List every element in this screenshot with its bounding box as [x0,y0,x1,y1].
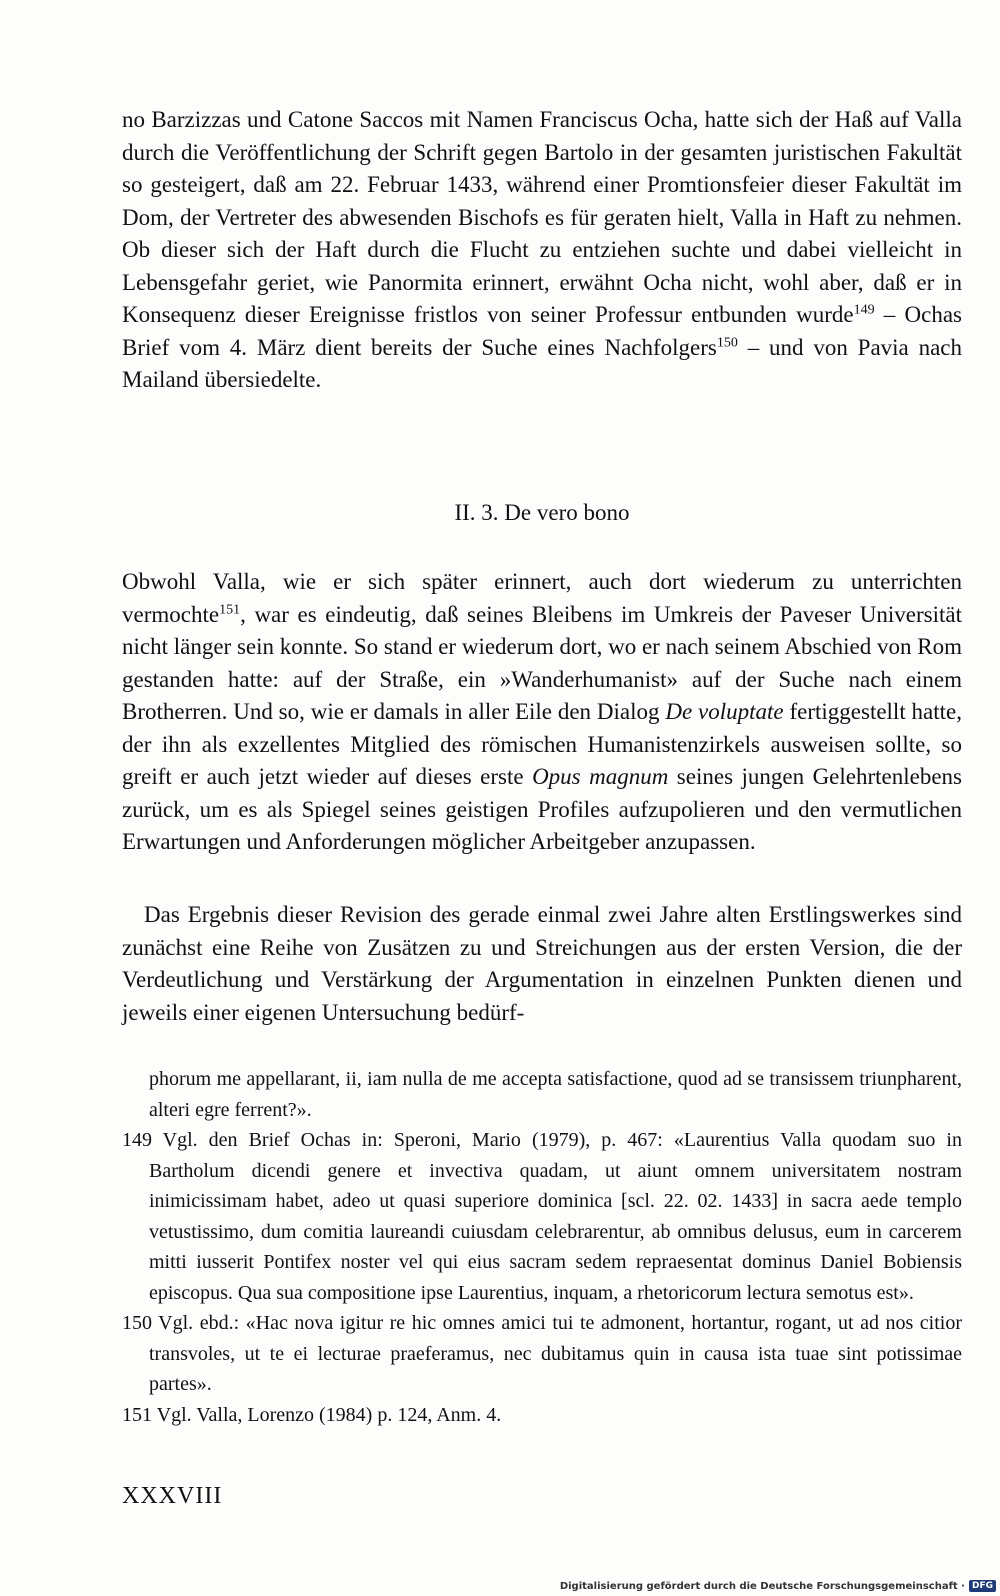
work-title-italic: Opus magnum [532,764,669,789]
body-paragraph-2 [122,566,962,859]
footnote-ref-150[interactable]: 150 [716,334,738,350]
page-number: XXXVIII [122,1483,223,1509]
paragraph-text: Das Ergebnis dieser Revision des gerade einmal zwei Jahre alten Erstlingswerkes sind zunächst eine Reihe von Zusätzen zu und Streichungen aus der ersten Version, die der Verdeutlichung und Verstärkung der Argumentation in einzelnen Punkten dienen und jeweils einer eigenen Untersuchung bedürf- [122,902,962,1025]
paragraph-text: Obwohl Valla, wie er sich später erinnert, auch dort wiederum zu unterrichten vermochte [122,569,962,627]
paragraph-text: no Barzizzas und Catone Saccos mit Namen Franciscus Ocha, hatte sich der Haß auf Valla durch die Veröffentlichung der Schrift gegen Bartolo in der gesamten juristischen Fakultät so gesteigert, daß am 22. Februar 1433, während einer Promtionsfeier dieser Fakultät im Dom, der Vertreter des abwesenden Bischofs es für geraten hielt, Valla in Haft zu nehmen. Ob dieser sich der Haft durch die Flucht zu entziehen suchte und dabei vielleicht in Lebensgefahr geriet, wie Panormita erinnert, erwähnt Ocha nicht, wohl aber, daß er in Konsequenz dieser Ereignisse fristlos von seiner Professur entbunden wurde [122,107,962,327]
footnote-ref-149[interactable]: 149 [853,302,875,318]
digitization-credit [560,1580,996,1592]
body-paragraph-3 [122,899,962,1029]
footnotes [122,1064,962,1430]
footnote-continuation: phorum me appellarant, ii, iam nulla de me accepta satisfactione, quod ad se transissem triunpharent, alteri egre ferrent?». [149,1068,962,1121]
work-title-italic: De voluptate [665,699,784,724]
body-paragraph-1 [122,104,962,397]
footnote-151: 151 Vgl. Valla, Lorenzo (1984) p. 124, Anm. 4. [122,1403,502,1426]
paragraph-text: seines jungen Gelehrtenlebens zurück, um es als Spiegel seines geistigen Profiles aufzupolieren und den vermutlichen Erwartungen und Anforderungen möglicher Arbeitgeber anzupassen. [122,764,962,854]
section-heading: II. 3. De vero bono [454,500,630,525]
credit-text: Digitalisierung gefördert durch die Deutsche Forschungsgemeinschaft · [559,1580,965,1592]
paragraph-text: – Ochas Brief vom 4. März dient bereits der Suche eines Nachfolgers [122,302,962,360]
footnote-149: 149 Vgl. den Brief Ochas in: Speroni, Mario (1979), p. 467: «Laurentius Valla quodam suo in Bartholum dicendi genere et invectiva quadam, ut aiunt omnem universitatem nostram inimicissimam habet, adeo ut quasi superiore dominica [scl. 22. 02. 1433] in sacra aede templo vetustissimo, dum comitia laureandi cuiusdam celebrarentur, ab omnibus delusus, eum in carcerem mitti iusserit Pontifex noster vel qui eius sacram sedem repraesentat dominus Daniel Bobiensis episcopus. Qua sua compositione ipse Laurentius, inquam, a rhetoricorum lectura semotus est». [122,1129,962,1304]
footnote-ref-151[interactable]: 151 [219,601,241,617]
paragraph-text: – und von Pavia nach Mailand übersiedelte. [122,334,963,392]
paragraph-text: , war es eindeutig, daß seines Bleibens im Umkreis der Paveser Universität nicht länger sein konnte. So stand er wiederum dort, wo er nach seinem Abschied von Rom gestanden hatte: auf der Straße, ein »Wanderhumanist» auf der Suche nach einem Brotherren. Und so, wie er damals in aller Eile den Dialog [122,601,962,724]
dfg-logo: DFG [969,1580,996,1592]
paragraph-text: fertiggestellt hatte, der ihn als exzellentes Mitglied des römischen Humanistenzirkels ausweisen sollte, so greift er auch jetzt wieder auf dieses erste [122,699,963,789]
footnote-150: 150 Vgl. ebd.: «Hac nova igitur re hic omnes amici tui te admonent, hortantur, rogant, ut ad nos citior transvoles, ut te ei lecturae praeferamus, nec dubitamus quin in causa ista tuae sint potissimae partes». [122,1312,962,1395]
